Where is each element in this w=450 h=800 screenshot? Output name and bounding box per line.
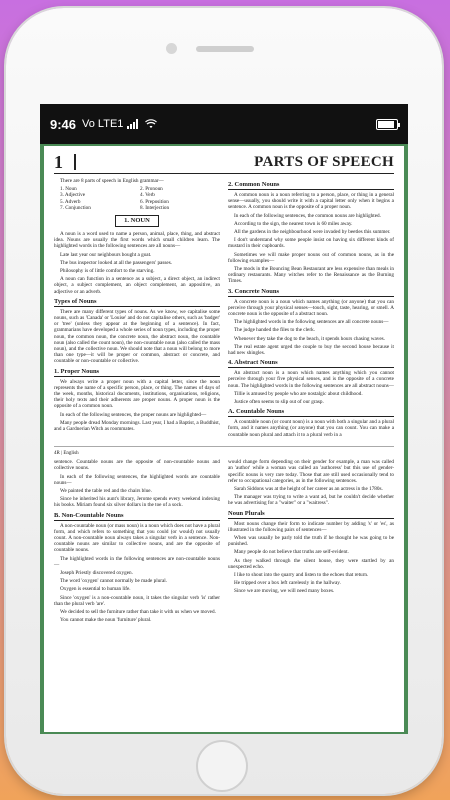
paragraph: All the gardens in the neighbourhood were invaded by beetles this summer. (234, 229, 391, 236)
paragraph: In each of the following sentences, the proper nouns are highlighted— (60, 411, 207, 418)
paragraph: When was usually be parly told the truth if he thought he was going to be punished. (228, 534, 394, 548)
paragraph: Joseph Priestly discovered oxygen. (60, 569, 133, 576)
paragraph: He tripped over a box left carelessly in the hallway. (234, 580, 341, 587)
paragraph: We always write a proper noun with a capital letter, since the noun represents the name of a specific person, place, or thing. The names of days of the week, months, historical documents, institutions, organisations, religions, their holy texts and their adherents are proper nouns. A proper noun is the opposite of a common noun. (54, 378, 220, 410)
page-2-right-column (228, 459, 394, 625)
paragraph: The mods in the Bouncing Bean Restaurant are less expensive than meals in ordinary restaurants. Many witches refer to the Renaissance as the Burning Times. (228, 266, 394, 285)
list-item: 6. Preposition (140, 198, 169, 205)
paragraph: I like to shout into the quarry and listen to the echoes that return. (234, 571, 369, 578)
parts-list (54, 186, 220, 211)
volte-indicator: Vo LTE1 (82, 118, 124, 130)
paragraph: Justice often seems to slip out of our grasp. (234, 399, 324, 406)
phone-screen (40, 104, 408, 734)
paragraph: You cannot make the noun 'furniture' plural. (60, 617, 152, 624)
chapter-title: PARTS OF SPEECH (254, 153, 394, 170)
paragraph: In each of the following sentences, the common nouns are highlighted. (234, 212, 381, 219)
list-item: 3. Adjective (60, 192, 86, 199)
paragraph: A non-countable noun (or mass noun) is a noun which does not have a plural form, and which refers to something that you could (or would) not usually count. A non-countable noun always takes a singular verb in a sentence. Non-countable nouns are similar to collective nouns, and are the opposite of countable nouns. (54, 522, 220, 554)
paragraph: We decided to sell the furniture rather than take it with us when we moved. (60, 608, 216, 615)
front-camera-icon (166, 43, 177, 54)
countable-nouns-heading: A. Countable Nouns (228, 408, 394, 417)
status-time: 9:46 (50, 116, 77, 132)
book-page[interactable] (44, 146, 404, 732)
page-header (54, 151, 394, 174)
paragraph: The word 'oxygen' cannot normally be made plural. (60, 578, 168, 585)
list-item: 2. Pronoun (140, 186, 163, 193)
paragraph: The bus inspector looked at all the passengers' passes. (60, 259, 173, 266)
paragraph: A noun is a word used to name a person, animal, place, thing, and abstract idea. Nouns are usually the first words which small children learn. The highlighted words in the following sentences are all nouns— (54, 231, 220, 250)
paragraph: Oxygen is essential to human life. (60, 586, 131, 593)
noun-plurals-heading: Noun Plurals (228, 510, 394, 519)
paragraph: Whenever they take the dog to the beach, it spends hours chasing waves. (234, 335, 385, 342)
paragraph: Sometimes we will make proper nouns out of common nouns, as in the following examples— (228, 251, 394, 264)
paragraph: A noun can function in a sentence as a subject, a direct object, an indirect object, a subject complement, an object complement, an appositive, an adjective or an adverb. (54, 276, 220, 295)
left-column (54, 178, 220, 440)
header-divider (74, 154, 76, 170)
earpiece-speaker (196, 46, 254, 52)
paragraph: Since 'oxygen' is a non-countable noun, it takes the singular verb 'is' rather than the plural verb 'are'. (54, 594, 220, 607)
noun-heading-box (54, 215, 220, 227)
wifi-icon (145, 119, 157, 129)
types-heading: Types of Nouns (54, 298, 220, 307)
page-number: 1 (54, 151, 63, 172)
paragraph: The highlighted words in the following sentences are non-countable nouns— (54, 555, 220, 568)
paragraph: An abstract noun is a noun which names anything which you cannot perceive through your five physical senses, and is the opposite of a concrete noun. The highlighted words in the following sentences are all abstract nouns— (228, 370, 394, 389)
paragraph: The judge handed the files to the clerk. (234, 327, 315, 334)
paragraph: I don't understand why some people insist on having six different kinds of mustard in their cupboards. (228, 237, 394, 250)
paragraph: Since he inherited his aunt's library, Jerome spends every weekend indexing his books. Miriam found six silver dollars in the toe of a sock. (54, 496, 220, 509)
page-2-columns (54, 459, 394, 625)
phone-frame (6, 8, 442, 794)
page-1 (44, 146, 404, 629)
paragraph: The manager was trying to write a want ad, but he couldn't decide whether he was advertising for a "waiter" or a "waitress". (228, 494, 394, 507)
home-button[interactable] (196, 740, 248, 792)
paragraph: In each of the following sentences, the highlighted words are countable nouns— (54, 473, 220, 486)
paragraph: A countable noun (or count noun) is a noun with both a singular and a plural form, and it names anything (or anyone) that you can count. You can make a countable noun plural and attach it to a plural verb in a (228, 419, 394, 438)
paragraph: would change form depending on their gender for example, a man was called an 'author' while a woman was called an 'authoress' but this use of gender-specific nouns is very rare today. Those that are still used occasionally tend to refer to occupational categories, as in the following sentences. (228, 459, 394, 484)
paragraph: The real estate agent urged the couple to buy the second house because it had new shingles. (228, 343, 394, 357)
list-item: 1. Noun (60, 186, 77, 193)
list-item: 7. Conjunction (60, 204, 91, 211)
battery-icon (376, 119, 398, 130)
page-2-header: 4R | English (54, 446, 394, 457)
paragraph: According to the sign, the nearest town is 60 miles away. (234, 220, 353, 227)
proper-nouns-heading: 1. Proper Nouns (54, 368, 220, 377)
status-bar (40, 104, 408, 144)
status-icons (82, 118, 157, 130)
paragraph: Tillie is amused by people who are nostalgic about childhood. (234, 390, 363, 397)
paragraph: There are many different types of nouns. As we know, we capitalise some nouns, such as 'Canada' or 'Louise' and do not capitalise others, such as 'badger' or 'tree' (unless they appear at the beginning of a sentence). In fact, grammarians have developed a whole series of noun types, including the proper noun, the common noun, the concrete noun, the abstract noun, the countable noun (also called the count noun), the non-countable noun (also called the mass noun), and the collective noun. We should note that a noun will belong to more than one type—it will be proper or common, abstract or concrete, and countable or non-countable or collective. (54, 308, 220, 365)
paragraph: Since we are moving, we will need many boxes. (234, 588, 335, 595)
paragraph: We painted the table red and the chairs blue. (60, 487, 152, 494)
concrete-nouns-heading: 3. Concrete Nouns (228, 288, 394, 297)
paragraph: Late last year our neighbours bought a goat. (60, 251, 152, 258)
list-item: 8. Interjection (140, 204, 170, 211)
list-item: 5. Adverb (60, 198, 81, 205)
paragraph: Philosophy is of little comfort to the starving. (60, 268, 155, 275)
abstract-nouns-heading: 4. Abstract Nouns (228, 359, 394, 368)
status-right (376, 119, 398, 130)
paragraph: A common noun is a noun referring to a person, place, or thing in a general sense—usually, you should write it with a capital letter only when it begins a sentence. A common noun is the opposite of a proper noun. (228, 192, 394, 211)
paragraph: As they walked through the silent house, they were startled by an unexpected echo. (228, 557, 394, 570)
intro-text: There are 8 parts of speech in English grammar— (60, 178, 164, 184)
paragraph: Many people dread Monday mornings. Last year, I had a Baptist, a Buddhist, and a Gardnerian Witch as roommates. (54, 419, 220, 433)
page-2-left-column (54, 459, 220, 625)
page-columns (54, 178, 394, 440)
paragraph: Most nouns change their form to indicate number by adding 's' or 'es', as illustrated in the following pairs of sentences— (228, 520, 394, 533)
paragraph: sentence. Countable nouns are the opposite of non-countable nouns and collective nouns. (54, 459, 220, 472)
noun-heading: 1. NOUN (115, 215, 159, 227)
list-item: 4. Verb (140, 192, 155, 199)
paragraph: Many people do not believe that truths are self-evident. (234, 549, 349, 556)
common-nouns-heading: 2. Common Nouns (228, 181, 394, 190)
signal-icon (127, 119, 141, 129)
paragraph: A concrete noun is a noun which names anything (or anyone) that you can perceive through your physical senses—touch, sight, taste, hearing, or smell. A concrete noun is the opposite of a abstract noun. (228, 298, 394, 318)
paragraph: The highlighted words in the following sentences are all concrete nouns— (234, 319, 389, 326)
paragraph: Sarah Siddons was at the height of her career as an actress in the 1780s. (234, 485, 383, 492)
document-viewer[interactable] (40, 144, 408, 734)
non-countable-heading: B. Non-Countable Nouns (54, 512, 220, 521)
right-column (228, 178, 394, 440)
